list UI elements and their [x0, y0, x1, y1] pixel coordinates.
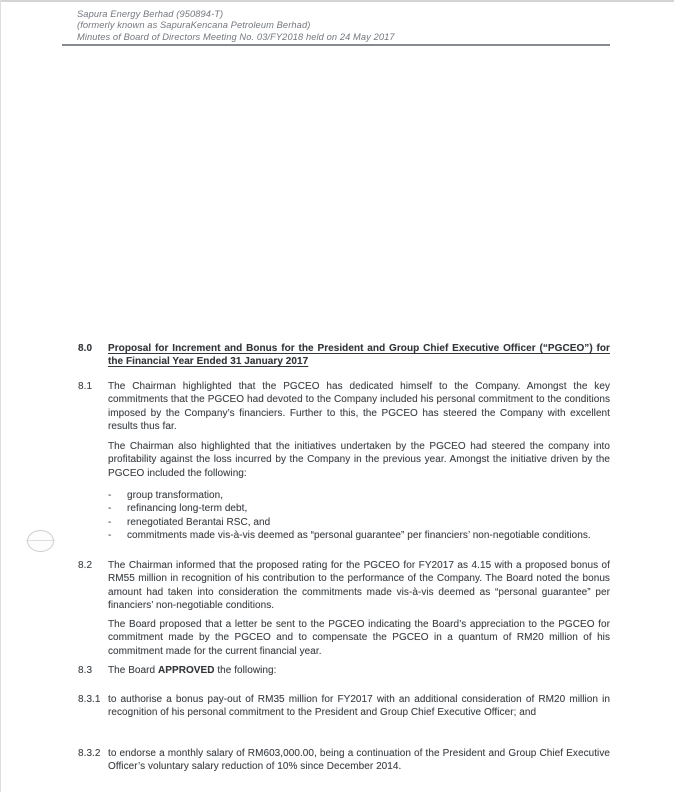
scan-left-edge	[0, 0, 1, 792]
section-8-3-1	[78, 693, 610, 720]
paragraph-text: to endorse a monthly salary of RM603,000.00, being a continuation of the President and Group Chief Executive Officer’s voluntary salary reduction of 10% since December 2014.	[108, 748, 610, 773]
paragraph-text: to authorise a bonus pay-out of RM35 million for FY2017 with an additional consideration of RM20 million in recognition of his personal commitment to the President and Group Chief Executive Officer; and	[108, 694, 610, 719]
list-item	[108, 529, 610, 542]
intro-suffix: the following:	[214, 665, 277, 676]
document-header	[77, 9, 395, 43]
section-number-spacer	[78, 440, 108, 480]
dash-marker: -	[108, 503, 112, 515]
section-8-2-para-1	[78, 559, 610, 613]
section-8-1-para-2	[78, 440, 610, 480]
section-heading: Proposal for Increment and Bonus for the President and Group Chief Executive Officer (“PGCEO”) for the Financial Year Ended 31 January 2017	[108, 343, 610, 368]
list-item-text: commitments made vis-à-vis deemed as “personal guarantee” per financiers’ non-negotiable conditions.	[127, 530, 591, 542]
paragraph-text: The Chairman also highlighted that the initiatives undertaken by the PGCEO had steered the company into profitability against the loss incurred by the Company in the previous year. Amongst the initiative driven by the PGCEO included the following:	[108, 441, 610, 479]
section-8-3	[78, 664, 610, 677]
section-number-spacer	[78, 618, 108, 658]
paragraph-text: The Board proposed that a letter be sent to the PGCEO indicating the Board’s appreciation to the PGCEO for commitment made by the PGCEO and to compensate the PGCEO in a quantum of RM20 million of his commitment made for the current financial year.	[108, 619, 610, 657]
hole-punch-artifact	[27, 530, 54, 552]
header-divider	[62, 44, 610, 46]
dash-marker: -	[108, 516, 112, 528]
former-name-line: (formerly known as SapuraKencana Petroleum Berhad)	[77, 20, 311, 31]
list-item	[108, 516, 610, 529]
list-item-text: renegotiated Berantai RSC, and	[127, 516, 271, 528]
approved-keyword: APPROVED	[157, 665, 215, 676]
dash-marker: -	[108, 530, 112, 542]
section-number: 8.2	[78, 560, 93, 571]
intro-prefix: The Board	[108, 665, 158, 676]
company-name-line: Sapura Energy Berhad (950894-T)	[77, 9, 224, 19]
section-number: 8.1	[78, 381, 93, 392]
paragraph-text: The Chairman highlighted that the PGCEO has dedicated himself to the Company. Amongst the key commitments that the PGCEO had devoted to the Company included his personal commitment to the conditions imposed by the Company’s financiers. Further to this, the PGCEO has steered the Company with excellent results thus far.	[108, 381, 610, 433]
paragraph-text	[108, 664, 610, 677]
minutes-title-line: Minutes of Board of Directors Meeting No. 03/FY2018 held on 24 May 2017	[77, 31, 395, 42]
section-8-3-2	[78, 747, 610, 774]
initiatives-list	[108, 489, 610, 543]
section-number: 8.0	[78, 343, 93, 354]
section-number: 8.3	[78, 665, 93, 676]
list-item	[108, 489, 610, 502]
paragraph-text: The Chairman informed that the proposed rating for the PGCEO for FY2017 as 4.15 with a proposed bonus of RM55 million in recognition of his contribution to the performance of the Company. The Board noted the bonus amount had taken into consideration the commitments made vis-à-vis deemed as “personal guarantee” per financiers’ non-negotiable conditions.	[108, 560, 610, 612]
section-number: 8.3.1	[78, 694, 101, 705]
section-8-2-para-2	[78, 618, 610, 658]
section-number: 8.3.2	[78, 748, 101, 759]
scan-top-edge	[0, 0, 674, 2]
list-item-text: group transformation,	[127, 490, 224, 501]
list-item	[108, 502, 610, 515]
section-8-1-para-1	[78, 380, 610, 434]
section-8-0	[78, 342, 610, 369]
list-item-text: refinancing long-term debt,	[127, 503, 248, 515]
dash-marker: -	[108, 490, 112, 501]
